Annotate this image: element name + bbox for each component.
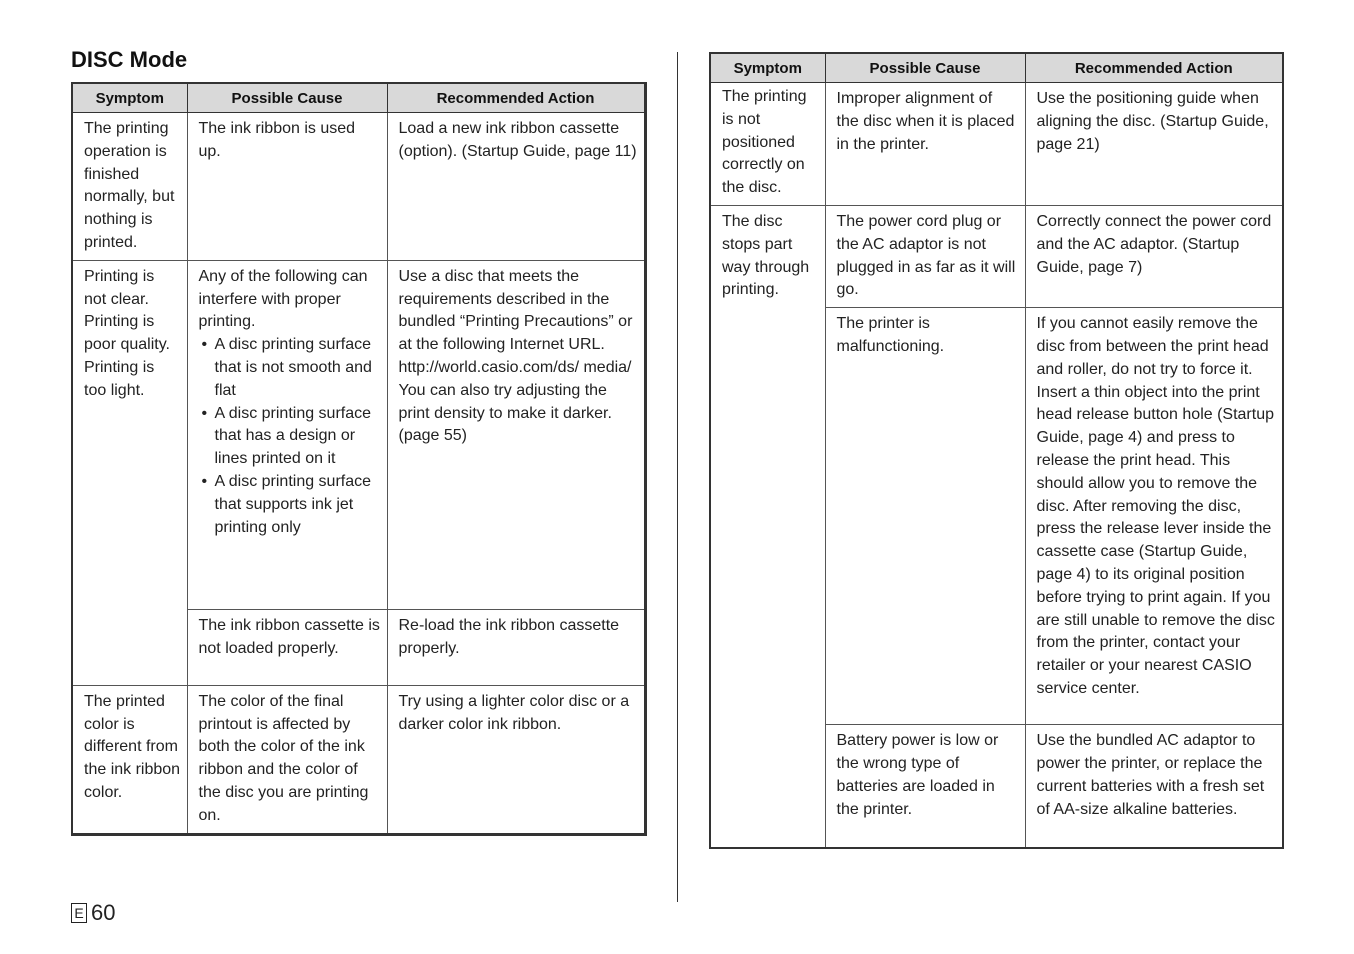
language-mark: E: [71, 903, 87, 923]
action-cell: Re-load the ink ribbon cassette properly.: [387, 609, 645, 685]
cause-cell: Improper alignment of the disc when it is placed in the printer.: [825, 83, 1025, 206]
action-text: You can also try adjusting the print density to make it darker. (page 55): [398, 381, 612, 445]
header-possible-cause: Possible Cause: [187, 83, 387, 113]
page-footer: [71, 900, 115, 926]
header-possible-cause: Possible Cause: [825, 53, 1025, 83]
table-header-row: [72, 83, 645, 113]
action-cell: Load a new ink ribbon cassette (option). (Startup Guide, page 11): [387, 113, 645, 261]
cause-bullet-list: [199, 334, 381, 539]
table-row: [72, 260, 645, 609]
action-cell: If you cannot easily remove the disc from between the print head and roller, do not try to force it. Insert a thin object into the print head release button hole (Startup Guide, page 4) and press to release the print head. This should allow you to remove the disc. After removing the disc, press the release lever inside the cassette case (Startup Guide, page 4) to its original position before trying to print again. If you are still unable to remove the disc from the printer, contact your retailer or your nearest CASIO service center.: [1025, 308, 1283, 725]
cause-cell: The power cord plug or the AC adaptor is not plugged in as far as it will go.: [825, 205, 1025, 307]
cause-cell: The color of the final printout is affected by both the color of the ink ribbon and the color of the disc you are printing on.: [187, 685, 387, 834]
symptom-cell: The printing operation is finished normally, but nothing is printed.: [72, 113, 187, 261]
troubleshooting-table-left: [71, 82, 647, 836]
list-item: • A disc printing surface that supports ink jet printing only: [215, 471, 381, 539]
header-symptom: Symptom: [710, 53, 825, 83]
symptom-cell: Printing is not clear. Printing is poor quality. Printing is too light.: [72, 260, 187, 685]
action-cell: Use the bundled AC adaptor to power the printer, or replace the current batteries with a fresh set of AA-size alkaline batteries.: [1025, 725, 1283, 848]
cause-cell: The ink ribbon is used up.: [187, 113, 387, 261]
list-item: • A disc printing surface that has a design or lines printed on it: [215, 403, 381, 471]
action-text: Use a disc that meets the requirements described in the bundled “Printing Precautions” or at the following Internet URL.: [398, 267, 633, 354]
table-row: [72, 113, 645, 261]
section-title: DISC Mode: [71, 47, 188, 72]
cause-cell: Battery power is low or the wrong type of batteries are loaded in the printer.: [825, 725, 1025, 848]
header-recommended-action: Recommended Action: [387, 83, 645, 113]
support-url: http://world.casio.com/ds/ media/: [398, 358, 632, 376]
action-cell: Try using a lighter color disc or a darker color ink ribbon.: [387, 685, 645, 834]
header-recommended-action: Recommended Action: [1025, 53, 1283, 83]
symptom-cell: The printing is not positioned correctly on the disc.: [710, 83, 825, 206]
list-item: • A disc printing surface that is not smooth and flat: [215, 334, 381, 402]
table-header-row: [710, 53, 1283, 83]
action-cell: Correctly connect the power cord and the AC adaptor. (Startup Guide, page 7): [1025, 205, 1283, 307]
page-number: 60: [91, 900, 116, 925]
header-symptom: Symptom: [72, 83, 187, 113]
table-row: [72, 685, 645, 834]
table-row: [710, 83, 1283, 206]
column-divider: [677, 52, 678, 902]
troubleshooting-table-right: [709, 52, 1284, 849]
cause-cell: The ink ribbon cassette is not loaded properly.: [187, 609, 387, 685]
cause-cell: The printer is malfunctioning.: [825, 308, 1025, 725]
action-cell: [387, 260, 645, 609]
symptom-cell: The printed color is different from the ink ribbon color.: [72, 685, 187, 834]
table-row: [710, 205, 1283, 307]
action-cell: Use the positioning guide when aligning the disc. (Startup Guide, page 21): [1025, 83, 1283, 206]
cause-cell: [187, 260, 387, 609]
cause-intro: Any of the following can interfere with proper printing.: [198, 267, 368, 331]
symptom-cell: The disc stops part way through printing.: [710, 205, 825, 847]
